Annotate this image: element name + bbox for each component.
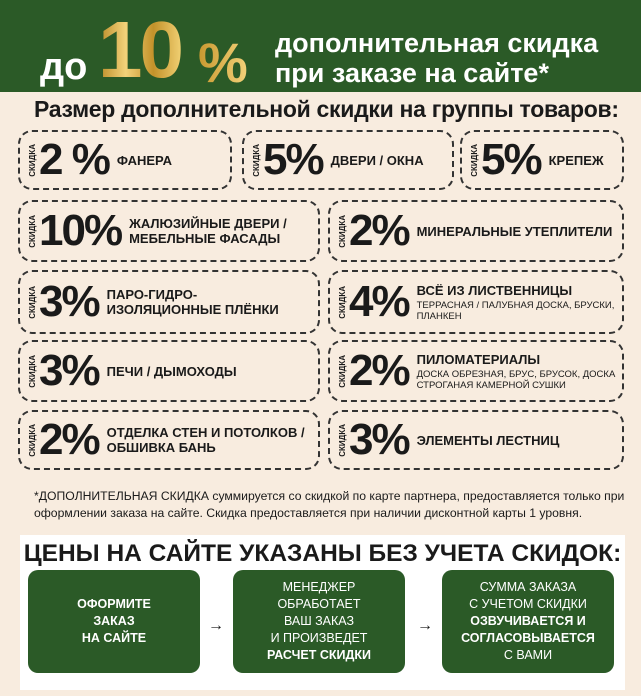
card-label: СКИДКА <box>28 354 37 388</box>
step-line: РАСЧЕТ СКИДКИ <box>266 648 372 662</box>
card-label: СКИДКА <box>338 354 347 388</box>
discount-card <box>18 200 320 262</box>
card-label: СКИДКА <box>338 423 347 457</box>
discount-card <box>18 130 232 190</box>
card-label: СКИДКА <box>28 143 37 177</box>
step-line: СУММА ЗАКАЗА <box>479 580 577 594</box>
discount-card <box>460 130 624 190</box>
category-title: ВСЁ ИЗ ЛИСТВЕННИЦЫ <box>416 282 573 298</box>
step-line: СОГЛАСОВЫВАЕТСЯ <box>461 631 595 645</box>
discount-value: 3% <box>349 415 409 464</box>
category-title: ПЕЧИ / ДЫМОХОДЫ <box>106 363 237 379</box>
discount-card <box>18 410 320 470</box>
card-label: СКИДКА <box>28 285 37 319</box>
discount-value: 4% <box>349 277 409 326</box>
category-title: ФАНЕРА <box>116 152 172 168</box>
footnote: *ДОПОЛНИТЕЛЬНАЯ СКИДКА суммируется со скидкой по карте партнера, предоставляется только при оформлении заказа на сайте. Скидка предоставляется при наличии дисконтной карты 1 уровня. <box>34 489 625 520</box>
discount-value: 2% <box>349 206 409 255</box>
header-line1: дополнительная скидка <box>275 28 599 58</box>
step-line: ВАШ ЗАКАЗ <box>283 614 355 628</box>
subtitle: Размер дополнительной скидки на группы товаров: <box>34 96 619 122</box>
category-note: ТЕРРАСНАЯ / ПАЛУБНАЯ ДОСКА, БРУСКИ, ПЛАНКЕН <box>416 299 615 322</box>
process-title: ЦЕНЫ НА САЙТЕ УКАЗАНЫ БЕЗ УЧЕТА СКИДОК: <box>23 540 622 567</box>
step-line: С ВАМИ <box>503 648 553 662</box>
arrow-icon: → <box>208 617 224 634</box>
step-line: И ПРОИЗВЕДЕТ <box>270 631 368 645</box>
card-label: СКИДКА <box>470 143 479 177</box>
category-title: ДВЕРИ / ОКНА <box>330 152 424 168</box>
card-label: СКИДКА <box>252 143 261 177</box>
step-2 <box>233 570 405 673</box>
card-label: СКИДКА <box>338 285 347 319</box>
discount-value: 2% <box>349 346 409 395</box>
step-line: ОФОРМИТЕ <box>77 597 151 611</box>
discount-value: 5% <box>263 135 323 184</box>
category-title: ПАРО-ГИДРО- ИЗОЛЯЦИОННЫЕ ПЛЁНКИ <box>106 287 279 317</box>
arrow-icon: → <box>417 617 433 634</box>
category-title: ПИЛОМАТЕРИАЛЫ <box>416 351 541 367</box>
step-line: МЕНЕДЖЕР <box>282 580 356 594</box>
discount-value: 3% <box>39 277 99 326</box>
step-line: ЗАКАЗ <box>93 614 135 628</box>
header-big-number: 10 <box>98 5 181 94</box>
discount-card <box>18 270 320 334</box>
discount-card <box>328 410 624 470</box>
category-title: ЭЛЕМЕНТЫ ЛЕСТНИЦ <box>416 432 560 448</box>
step-line: ОЗВУЧИВАЕТСЯ И <box>470 614 586 628</box>
header-banner <box>0 0 641 92</box>
discount-value: 2% <box>39 415 99 464</box>
category-title: КРЕПЕЖ <box>548 152 604 168</box>
step-1 <box>28 570 200 673</box>
discount-card <box>242 130 454 190</box>
discount-value: 2 % <box>39 135 109 184</box>
category-note: ДОСКА ОБРЕЗНАЯ, БРУС, БРУСОК, ДОСКА СТРОГАНАЯ КАМЕРНОЙ СУШКИ <box>416 368 616 391</box>
step-line: ОБРАБОТАЕТ <box>277 597 361 611</box>
discount-card <box>328 270 624 334</box>
category-title: МИНЕРАЛЬНЫЕ УТЕПЛИТЕЛИ <box>416 223 613 239</box>
discount-value: 10% <box>39 206 122 255</box>
card-label: СКИДКА <box>28 214 37 248</box>
header-percent: % <box>198 31 248 94</box>
step-3 <box>442 570 614 673</box>
header-prefix: до <box>40 46 88 88</box>
discount-card <box>18 340 320 402</box>
step-line: НА САЙТЕ <box>81 631 147 645</box>
card-label: СКИДКА <box>338 214 347 248</box>
category-title: ОТДЕЛКА СТЕН И ПОТОЛКОВ / ОБШИВКА БАНЬ <box>106 425 305 455</box>
header-text <box>275 28 598 88</box>
process-box <box>20 535 625 690</box>
card-label: СКИДКА <box>28 423 37 457</box>
category-title: ЖАЛЮЗИЙНЫЕ ДВЕРИ / МЕБЕЛЬНЫЕ ФАСАДЫ <box>129 216 287 246</box>
header-line2: при заказе на сайте* <box>275 58 549 88</box>
discount-card <box>328 340 624 402</box>
discount-card <box>328 200 624 262</box>
step-line: С УЧЕТОМ СКИДКИ <box>469 597 587 611</box>
discount-value: 5% <box>481 135 541 184</box>
discount-value: 3% <box>39 346 99 395</box>
